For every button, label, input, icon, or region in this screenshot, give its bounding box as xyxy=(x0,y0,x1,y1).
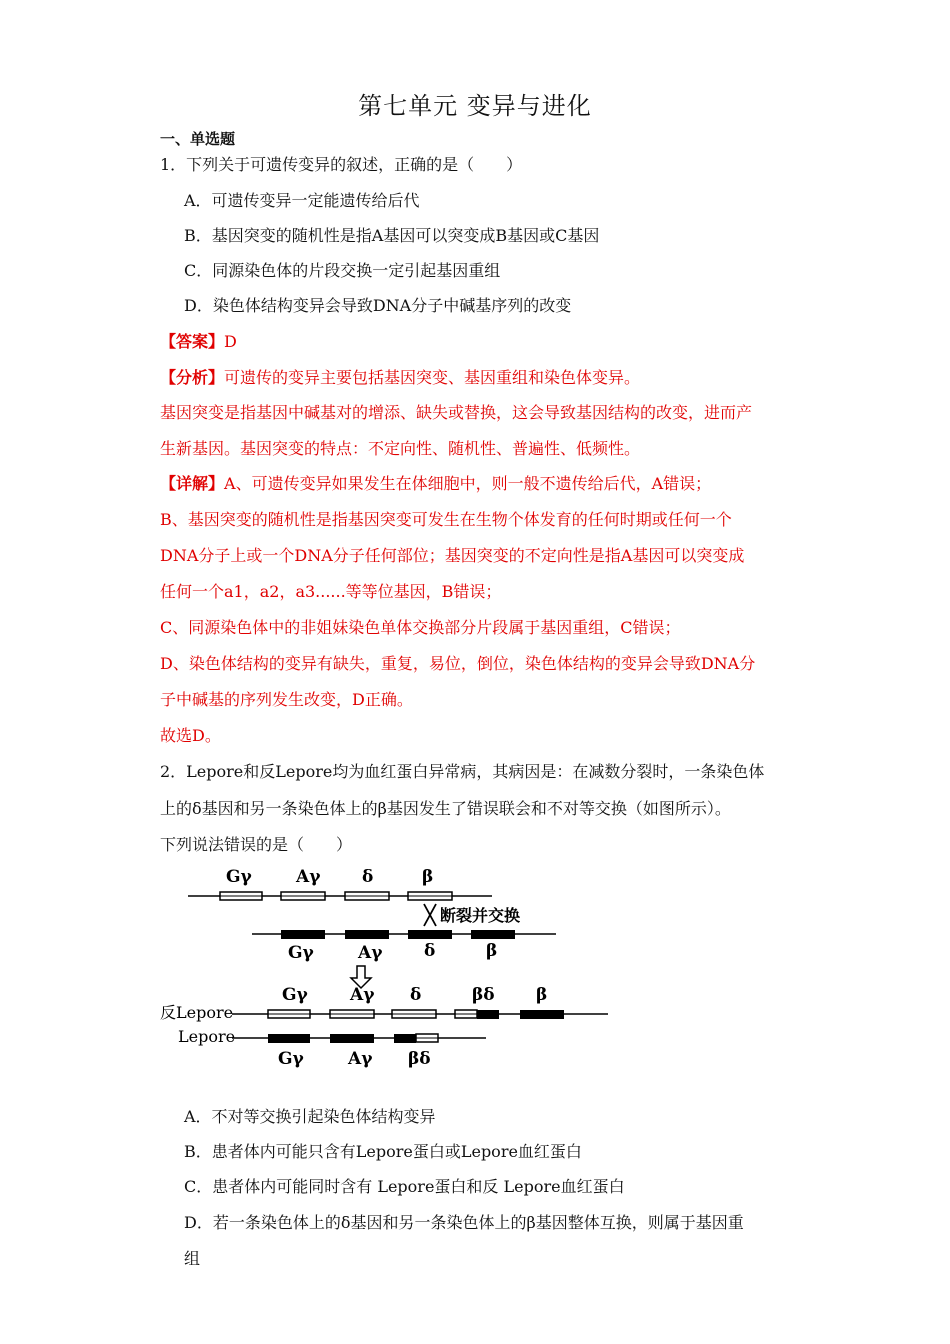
label-beta-2: β xyxy=(486,941,498,961)
label-g-gamma-3: Gγ xyxy=(282,985,308,1005)
label-g-gamma-4: Gγ xyxy=(278,1049,304,1069)
q1-option-b: B．基因突变的随机性是指A基因可以突变成B基因或C基因 xyxy=(184,226,600,245)
detail-tag: 【详解】 xyxy=(160,474,225,493)
q1-analysis-line-3: 生新基因。基因突变的特点：不定向性、随机性、普遍性、低频性。 xyxy=(160,439,641,458)
q1-detail-line-2: B、基因突变的随机性是指基因突变可发生在生物个体发育的任何时期或任何一个 xyxy=(160,510,732,529)
q1-option-a: A．可遗传变异一定能遗传给后代 xyxy=(184,191,420,210)
label-a-gamma: Aγ xyxy=(296,867,321,887)
lepore-label: Lepore xyxy=(178,1027,236,1046)
label-a-gamma-2: Aγ xyxy=(358,943,383,963)
q2-stem-line-3: 下列说法错误的是（ ） xyxy=(160,835,353,854)
gene-block-beta-3 xyxy=(520,1010,564,1019)
section-heading: 一、单选题 xyxy=(160,130,236,148)
q2-option-d: D．若一条染色体上的δ基因和另一条染色体上的β基因整体互换，则属于基因重 xyxy=(184,1213,744,1232)
gene-block-beta-delta-solid xyxy=(477,1010,499,1019)
q1-detail-line-8: 故选D。 xyxy=(160,726,221,745)
q1-analysis-line-1 xyxy=(160,365,640,388)
gene-block-a-gamma xyxy=(345,930,389,939)
unequal-crossover-figure xyxy=(160,858,620,1080)
answer-value: D xyxy=(224,332,237,351)
label-a-gamma-4: Aγ xyxy=(348,1049,373,1069)
label-beta-delta-4: βδ xyxy=(408,1049,431,1069)
q1-option-d: D．染色体结构变异会导致DNA分子中碱基序列的改变 xyxy=(184,296,572,315)
label-a-gamma-3: Aγ xyxy=(350,985,375,1005)
label-beta: β xyxy=(422,867,434,887)
label-g-gamma-2: Gγ xyxy=(288,943,314,963)
gene-block-a-gamma-4 xyxy=(330,1034,374,1043)
label-delta: δ xyxy=(362,867,374,887)
gene-block-g-gamma-4 xyxy=(268,1034,310,1043)
q2-option-c: C．患者体内可能同时含有 Lepore蛋白和反 Lepore血红蛋白 xyxy=(184,1177,625,1196)
q1-stem: 1．下列关于可遗传变异的叙述，正确的是（ ） xyxy=(160,155,523,174)
break-exchange-label: 断裂并交换 xyxy=(440,906,521,925)
q1-detail-line-7: 子中碱基的序列发生改变，D正确。 xyxy=(160,690,413,709)
q1-option-c: C．同源染色体的片段交换一定引起基因重组 xyxy=(184,261,501,280)
anti-lepore-label: 反Lepore xyxy=(160,1003,234,1022)
label-beta-3: β xyxy=(536,985,548,1005)
label-beta-delta-3: βδ xyxy=(472,985,495,1005)
analysis-tag: 【分析】 xyxy=(160,368,225,387)
label-g-gamma: Gγ xyxy=(226,867,252,887)
analysis-text: 可遗传的变异主要包括基因突变、基因重组和染色体变异。 xyxy=(224,368,641,387)
q1-answer xyxy=(160,329,237,352)
answer-tag: 【答案】 xyxy=(160,332,225,351)
q1-analysis-line-2: 基因突变是指基因中碱基对的增添、缺失或替换，这会导致基因结构的改变，进而产 xyxy=(160,403,753,422)
label-delta-2: δ xyxy=(424,941,436,961)
label-delta-3: δ xyxy=(410,985,422,1005)
q1-detail-line-6: D、染色体结构的变异有缺失，重复，易位，倒位，染色体结构的变异会导致DNA分 xyxy=(160,654,756,673)
q1-detail-line-3: DNA分子上或一个DNA分子任何部位；基因突变的不定向性是指A基因可以突变成 xyxy=(160,546,745,565)
q2-option-d-cont: 组 xyxy=(184,1249,201,1268)
q2-option-b: B．患者体内可能只含有Lepore蛋白或Lepore血红蛋白 xyxy=(184,1142,582,1161)
detail-text: A、可遗传变异如果发生在体细胞中，则一般不遗传给后代，A错误； xyxy=(224,474,712,493)
q2-stem-line-2: 上的δ基因和另一条染色体上的β基因发生了错误联会和不对等交换（如图所示）。 xyxy=(160,799,731,818)
page-title: 第七单元 变异与进化 xyxy=(358,92,592,120)
q2-option-a: A．不对等交换引起染色体结构变异 xyxy=(184,1107,436,1126)
gene-block-g-gamma xyxy=(281,930,325,939)
q2-stem-line-1: 2．Lepore和反Lepore均为血红蛋白异常病，其病因是：在减数分裂时，一条染色体 xyxy=(160,762,765,781)
q1-detail-line-1 xyxy=(160,471,711,494)
q1-detail-line-5: C、同源染色体中的非姐妹染色单体交换部分片段属于基因重组，C错误； xyxy=(160,618,681,637)
gene-block-delta xyxy=(408,930,452,939)
q1-detail-line-4: 任何一个a1，a2，a3......等等位基因，B错误； xyxy=(160,582,502,601)
gene-block-beta xyxy=(471,930,515,939)
gene-block-beta-delta-solid-4 xyxy=(394,1034,416,1043)
